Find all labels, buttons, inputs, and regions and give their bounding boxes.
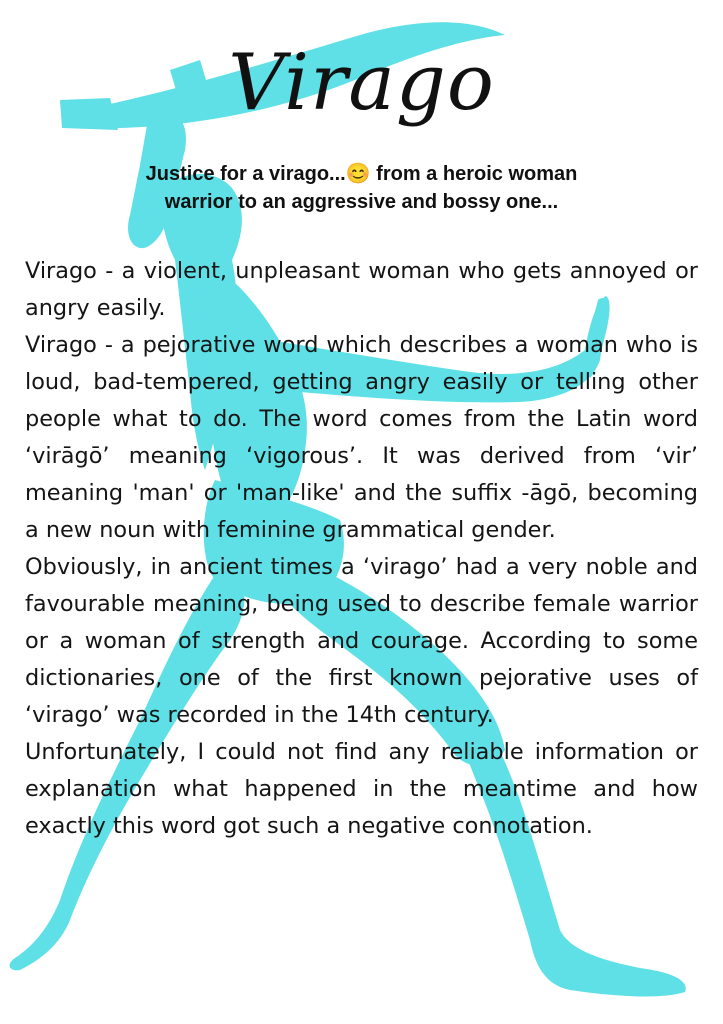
body-text: [25, 253, 698, 845]
subtitle-line-2: warrior to an aggressive and bossy one...: [164, 191, 559, 213]
paragraph-definition: Virago - a violent, unpleasant woman who gets annoyed or angry easily.: [25, 258, 698, 321]
page-title: Virago: [228, 38, 495, 128]
paragraph-history: Obviously, in ancient times a ‘virago’ had a very noble and favourable meaning, being used to describe female warrior or a woman of strength and courage. According to some dictionaries, one of the first known pejorative uses of ‘virago’ was recorded in the 14th century.: [25, 554, 698, 728]
paragraph-conclusion: Unfortunately, I could not find any reliable information or explanation what happened in the meantime and how exactly this word got such a negative connotation.: [25, 739, 698, 839]
paragraph-etymology: Virago - a pejorative word which describes a woman who is loud, bad-tempered, getting angry easily or telling other people what to do. The word comes from the Latin word ‘virāgō’ meaning ‘vigorous’. It was derived from ‘vir’ meaning 'man' or 'man-like' and the suffix -āgō, becoming a new noun with feminine grammatical gender.: [25, 332, 698, 543]
subtitle: [80, 160, 643, 216]
subtitle-line-1: Justice for a virago...😊 from a heroic woman: [145, 163, 578, 185]
